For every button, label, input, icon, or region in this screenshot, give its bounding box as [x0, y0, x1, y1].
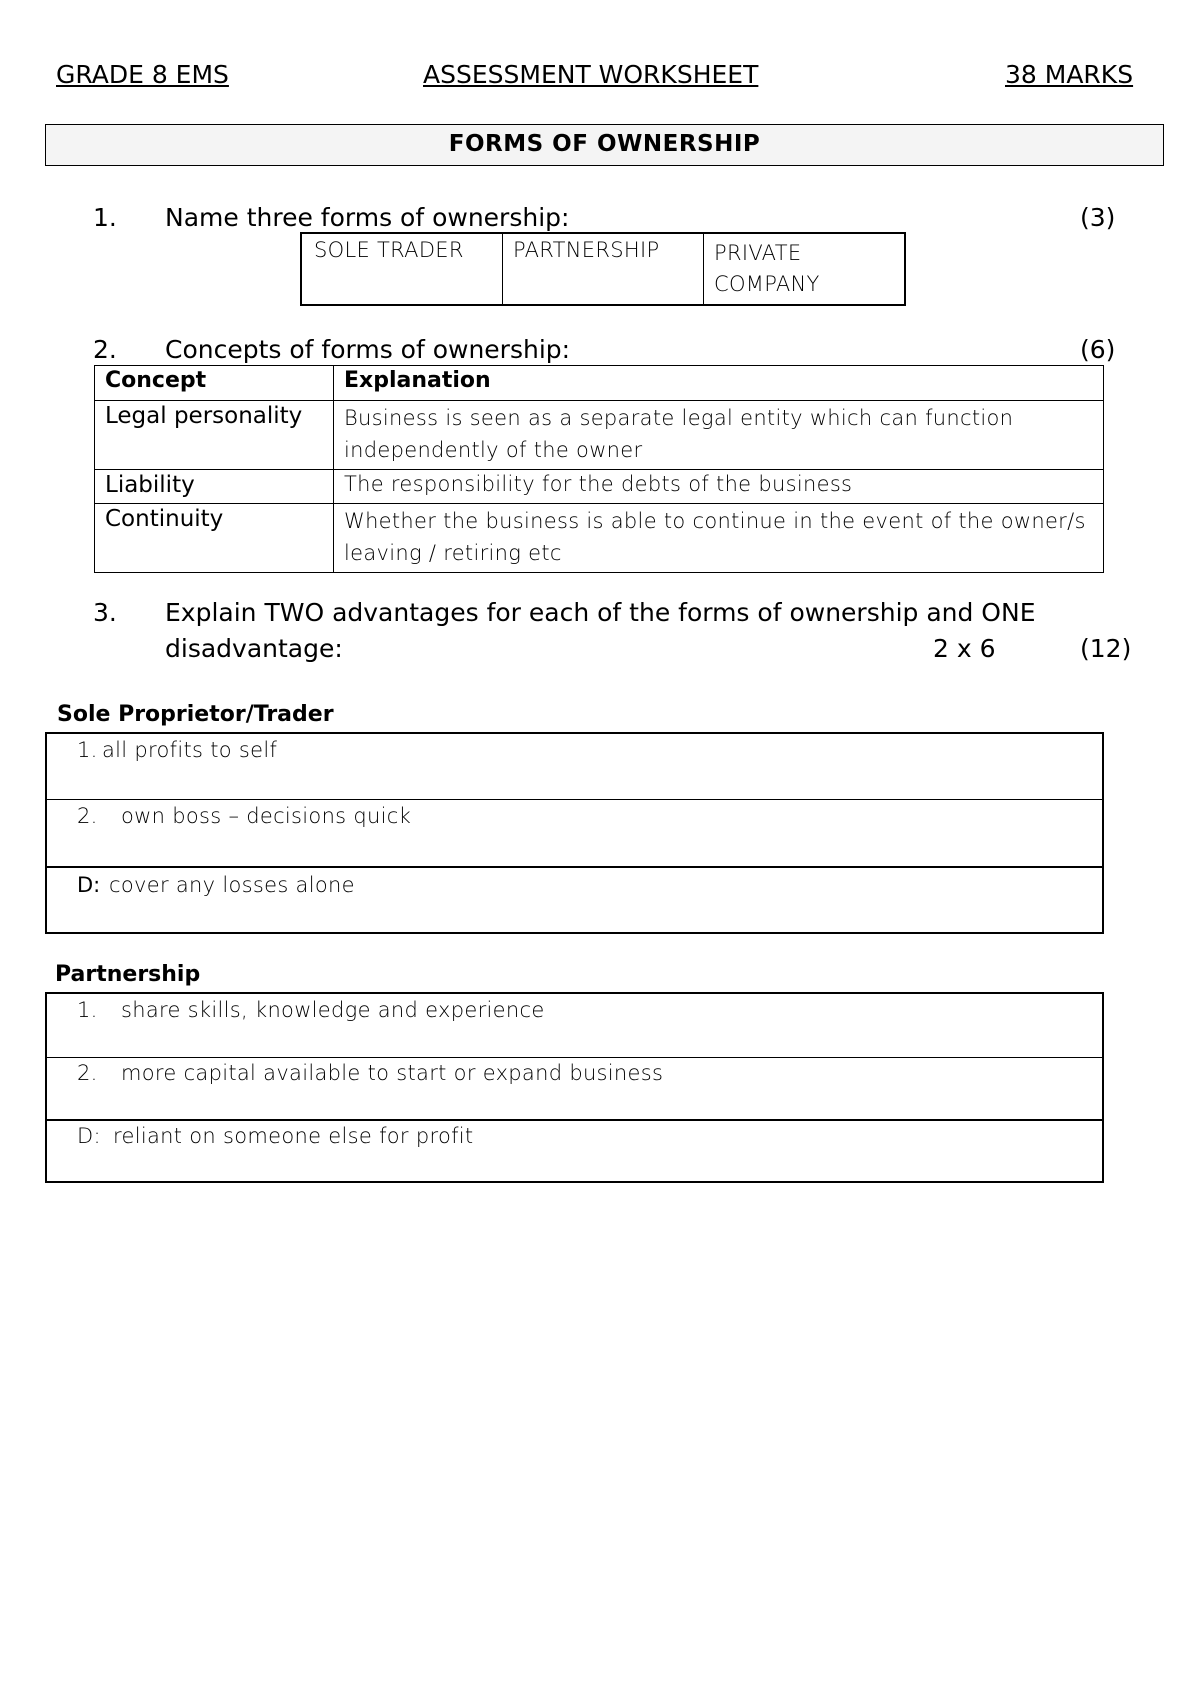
- explanation-cell: Whether the business is able to continue in the event of the owner/s leaving / retiring etc: [334, 504, 1104, 573]
- q3-marks: (12): [1080, 634, 1132, 663]
- list-item: 1. all profits to self: [47, 734, 1102, 800]
- page-title: FORMS OF OWNERSHIP: [448, 131, 761, 157]
- table-row: [95, 470, 1104, 504]
- q1-answer-cell: [301, 233, 503, 305]
- concepts-header-concept: Concept: [95, 366, 334, 401]
- q2-marks: (6): [1080, 335, 1116, 364]
- total-marks: 38 MARKS: [1005, 60, 1134, 89]
- table-row: [95, 504, 1104, 573]
- list-item: 2. own boss – decisions quick: [47, 800, 1102, 868]
- q1-answer-table: [300, 232, 906, 306]
- sole-heading: Sole Proprietor/Trader: [57, 702, 334, 727]
- concept-cell: Liability: [95, 470, 334, 504]
- q1-answer-cell: [704, 233, 906, 305]
- q1-answer-cell: [503, 233, 704, 305]
- list-item: 1. share skills, knowledge and experience: [47, 994, 1102, 1058]
- concept-cell: Continuity: [95, 504, 334, 573]
- q1-marks: (3): [1080, 203, 1116, 232]
- list-item: D: reliant on someone else for profit: [77, 1124, 474, 1148]
- q3-multiplier: 2 x 6: [933, 634, 996, 663]
- q3-line2: disadvantage:: [165, 634, 343, 663]
- q2-text: Concepts of forms of ownership:: [165, 335, 571, 364]
- partnership-heading: Partnership: [55, 962, 201, 987]
- q1-answer: PRIVATE COMPANY: [714, 241, 820, 296]
- q1-answer: SOLE TRADER: [314, 238, 464, 262]
- q1-text: Name three forms of ownership:: [165, 203, 570, 232]
- list-item: D: cover any losses alone: [77, 873, 355, 897]
- q1-number: 1.: [93, 203, 117, 232]
- q3-number: 3.: [93, 598, 117, 627]
- explanation-cell: Business is seen as a separate legal entity which can function independently of the owner: [334, 401, 1104, 470]
- explanation-cell: The responsibility for the debts of the business: [334, 470, 1104, 504]
- concept-cell: Legal personality: [95, 401, 334, 470]
- worksheet-title: ASSESSMENT WORKSHEET: [423, 60, 759, 89]
- title-box: [45, 124, 1164, 166]
- partnership-answer-box: [45, 992, 1104, 1183]
- q3-line1: Explain TWO advantages for each of the forms of ownership and ONE: [165, 598, 1036, 627]
- table-row: [95, 401, 1104, 470]
- grade-label: GRADE 8 EMS: [56, 60, 229, 89]
- q1-answer: PARTNERSHIP: [513, 238, 660, 262]
- q2-number: 2.: [93, 335, 117, 364]
- concepts-header-explanation: Explanation: [334, 366, 1104, 401]
- concepts-table: [94, 365, 1104, 573]
- list-item: 2. more capital available to start or expand business: [47, 1058, 1102, 1121]
- sole-answer-box: [45, 732, 1104, 934]
